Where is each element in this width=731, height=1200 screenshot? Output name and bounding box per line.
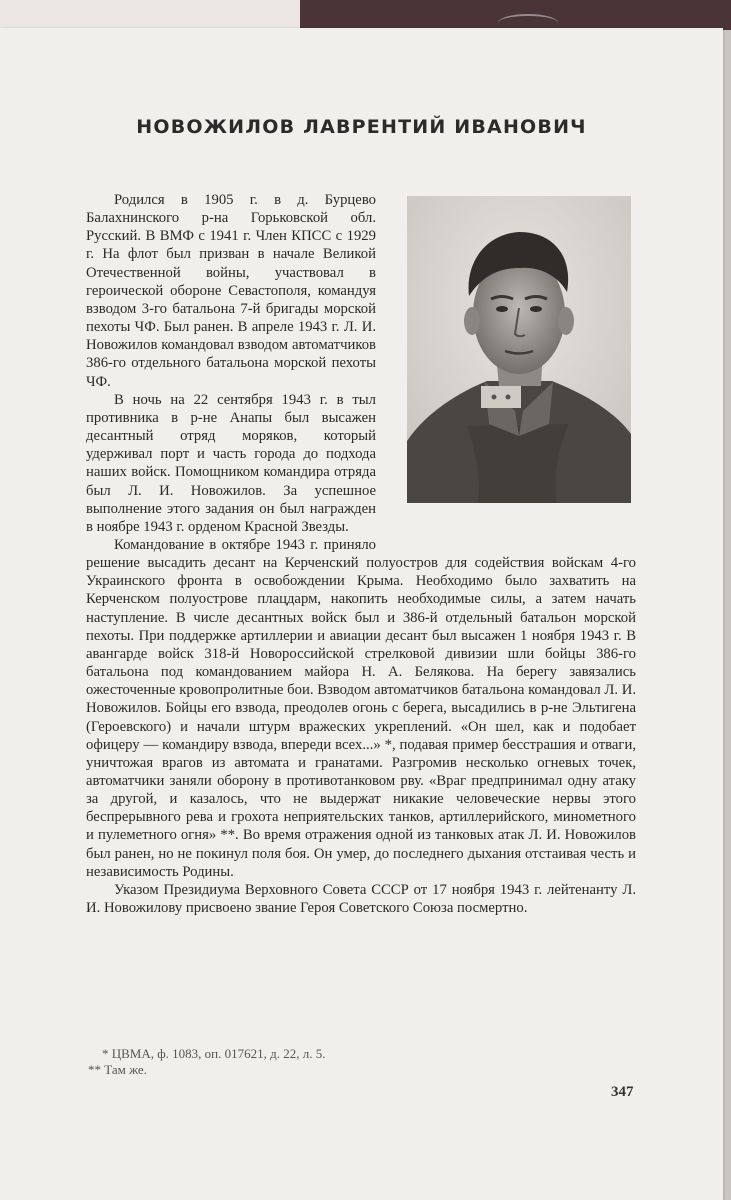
paragraph: Командование в октябре 1943 г. приняло решение высадить десант на Керченский полуостров для содействия войскам 4-го Украинского фронта в освобождении Крыма. Необходимо было захватить на Керченском полуострове плацдарм, накопить необходимые силы, а затем начать наступление. В числе десантных войск был и 386-й отдельный батальон морской пехоты. При поддержке артиллерии и авиации десант был высажен 1 ноября 1943 г. В авангарде войск 318-й Новороссийской стрелковой дивизии шли бойцы 386-го батальона под командованием майора Н. А. Белякова. На берегу завязались ожесточенные кровопролитные бои. Взводом автоматчиков батальона командовал Л. И. Новожилов. Бойцы его взвода, преодолев огонь с берега, высадились в р-не Эльтигена (Героевского) и начали штурм вражеских укреплений. «Он шел, как и подобает офицеру — командиру взвода, впереди всех...» *, подавая пример бесстрашия и отваги, уничтожая врагов из автомата и гранатами. Разгромив несколько огневых точек, автоматчики заняли оборону в противотанковом рву. «Враг предпринимал одну атаку за другой, и казалось, что не выдержат никакие человеческие нервы этого беспрерывного рева и грохота неприятельских танков, артиллерийского, минометного и пулеметного огня» **. Во время отражения одной из танковых атак Л. И. Новожилов был ранен, но не покинул поля боя. Он умер, до последнего дыхания отстаивая честь и независимость Родины. <box>86 536 636 880</box>
paragraph: В ночь на 22 сентября 1943 г. в тыл противника в р-не Анапы был высажен десантный отряд моряков, который удерживал порт и часть города до подхода наших войск. Помощником командира отряда был Л. И. Новожилов. За успешное выполнение этого задания он был награжден в ноябре 1943 г. орденом Красной Звезды. <box>86 391 376 535</box>
paragraph: Указом Президиума Верховного Совета СССР от 17 ноября 1943 г. лейтенанту Л. И. Новожилову присвоено звание Героя Советского Союза посмертно. <box>86 881 636 917</box>
footnotes <box>88 1046 488 1078</box>
photo-wrap-space <box>376 191 636 537</box>
footnote: * ЦВМА, ф. 1083, оп. 017621, д. 22, л. 5. <box>102 1046 326 1061</box>
page-title: НОВОЖИЛОВ ЛАВРЕНТИЙ ИВАНОВИЧ <box>136 116 587 138</box>
paragraph: Родился в 1905 г. в д. Бурцево Балахнинского р-на Горьковской обл. Русский. В ВМФ с 1941 г. Член КПСС с 1929 г. На флот был призван в начале Великой Отечественной войны, участвовал в героической обороне Севастополя, командуя взводом 3-го батальона 7-й бригады морской пехоты ЧФ. Был ранен. В апреле 1943 г. Л. И. Новожилов командовал взводом автоматчиков 386-го отдельного батальона морской пехоты ЧФ. <box>86 192 376 390</box>
biography-text <box>86 191 636 917</box>
book-page <box>0 28 723 1200</box>
page-number: 347 <box>611 1084 634 1100</box>
background-strip <box>0 0 731 30</box>
footnote: ** Там же. <box>88 1062 147 1077</box>
background-card <box>0 0 300 30</box>
